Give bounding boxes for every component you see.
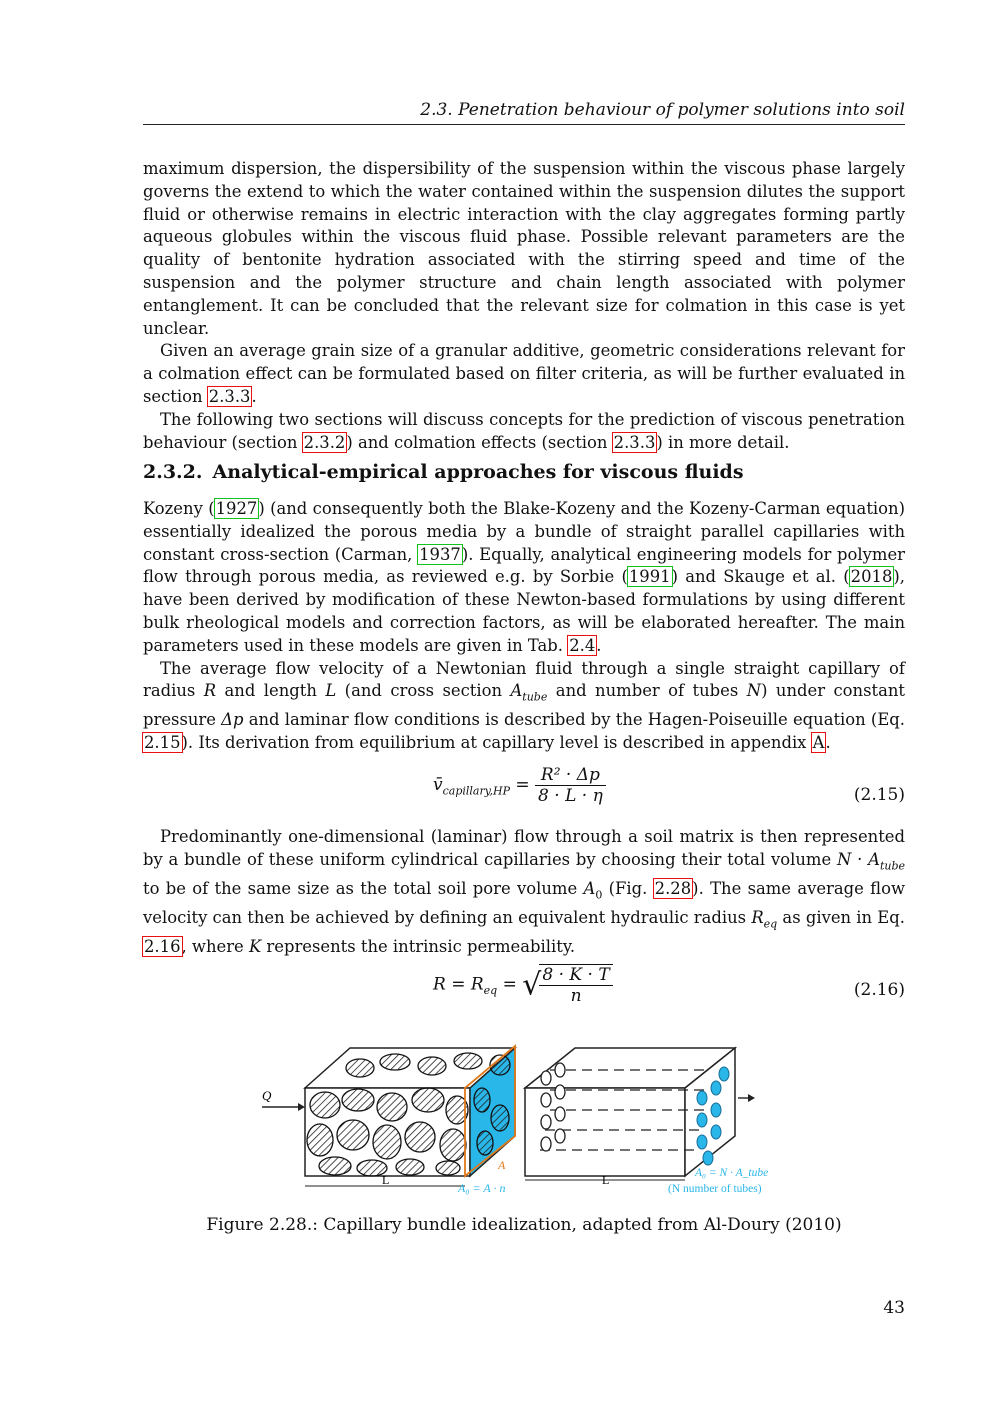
math-symbol: N — [746, 681, 762, 701]
text-span: ). Its derivation from equilibrium at capillary level is described in appendix — [181, 733, 812, 753]
paragraph — [143, 498, 905, 658]
capillary-block — [525, 1048, 735, 1176]
page-number: 43 — [883, 1298, 905, 1318]
soil-block — [305, 1046, 515, 1176]
figure-2-28 — [250, 1040, 790, 1210]
capillary-bundle-diagram — [250, 1040, 790, 1210]
equation-fraction — [535, 765, 606, 806]
text-span: . — [251, 386, 257, 406]
text-span: ) and Skauge et al. ( — [671, 567, 850, 587]
header-rule — [143, 124, 905, 125]
equation-lhs: R = R — [433, 974, 484, 995]
body-block-1 — [143, 158, 905, 454]
equation-lhs-subscript: capillary,HP — [442, 784, 510, 798]
text-span: represents the intrinsic permeability. — [261, 937, 576, 957]
math-subscript: tube — [879, 859, 906, 873]
section-ref-link[interactable]: 2.3.3 — [613, 432, 656, 452]
math-subscript: 0 — [595, 888, 603, 902]
text-span: as given in Eq. — [777, 907, 905, 927]
label-l-right: L — [602, 1173, 610, 1187]
citation-link[interactable]: 1937 — [419, 544, 461, 564]
text-span: Given an average grain size of a granular additive, geometric considerations relevant for a colmation effect can be formulated based on filter criteria, as will be further evaluated in section — [143, 341, 905, 406]
equation-body — [433, 964, 613, 1006]
text-span: ) under constant pressure — [143, 681, 905, 730]
text-span: . — [596, 635, 602, 655]
text-span: ). The same average flow velocity can then be achieved by defining an equivalent hydraulic radius — [143, 878, 905, 927]
equation-body — [433, 765, 606, 806]
math-symbol: A — [583, 878, 596, 898]
paragraph — [143, 826, 905, 959]
figure-caption: Figure 2.28.: Capillary bundle idealization, adapted from Al-Doury (2010) — [206, 1215, 842, 1235]
text-span: The following two sections will discuss concepts for the prediction of viscous penetration behaviour (section — [143, 409, 905, 452]
math-symbol: L — [325, 681, 337, 701]
label-n-tubes: (N number of tubes) — [668, 1183, 762, 1195]
text-span: , where — [181, 937, 249, 957]
arrow-head-icon — [748, 1094, 755, 1102]
equation-2-15 — [143, 765, 905, 825]
arrow-head-icon — [298, 1103, 305, 1111]
sqrt-icon: √ — [522, 967, 542, 1003]
label-q: Q — [262, 1088, 272, 1103]
text-span: . — [825, 733, 831, 753]
paragraph — [143, 658, 905, 755]
text-span: and number of tubes — [547, 681, 747, 701]
text-span: ) in more detail. — [656, 432, 790, 452]
equation-2-16 — [143, 960, 905, 1020]
text-span: ), have been derived by modification of these Newton-based formulations by using different bulk rheological models and correction factors, as will be elaborated hereafter. The main parameters used in these models are given in Tab. — [143, 567, 905, 655]
math-subscript: tube — [522, 690, 548, 704]
text-span: (Fig. — [602, 878, 654, 898]
equation-ref-link[interactable]: 2.16 — [144, 937, 181, 957]
equation-number: (2.15) — [853, 785, 905, 805]
math-subscript: eq — [763, 917, 778, 931]
math-symbol: N · A — [836, 849, 880, 869]
text-span: ) and colmation effects (section — [346, 432, 613, 452]
citation-link[interactable]: 1991 — [628, 567, 671, 587]
math-symbol: R — [751, 907, 764, 927]
paragraph — [143, 409, 905, 455]
section-ref-link[interactable]: 2.3.2 — [303, 432, 346, 452]
label-a0-tube: A₀ = N · A_tube — [695, 1167, 769, 1179]
text-span: and length — [216, 681, 326, 701]
equation-fraction — [539, 964, 612, 1006]
text-span: Predominantly one-dimensional (laminar) flow through a soil matrix is then represented by a bundle of these uniform cylindrical capillaries by choosing their total volume — [143, 827, 905, 869]
equation-lhs: v̄ — [433, 775, 443, 795]
equation-lhs-subscript: eq — [483, 983, 498, 997]
math-symbol: K — [248, 937, 262, 957]
equals-sign: = — [502, 974, 517, 995]
body-block-2 — [143, 498, 905, 755]
equation-number: (2.16) — [853, 980, 905, 1000]
text-span: Kozeny ( — [143, 499, 215, 518]
table-ref-link[interactable]: 2.4 — [569, 635, 596, 655]
label-a0: A₀ = A · n — [458, 1181, 506, 1195]
section-ref-link[interactable]: 2.3.3 — [208, 386, 251, 406]
citation-link[interactable]: 1927 — [215, 499, 258, 518]
equation-ref-link[interactable]: 2.15 — [144, 733, 181, 753]
text-span: The average flow velocity of a Newtonian fluid through a single straight capillary of radius — [143, 658, 905, 701]
text-span: to be of the same size as the total soil pore volume — [143, 878, 584, 898]
figure-ref-link[interactable]: 2.28 — [654, 878, 692, 898]
paragraph: maximum dispersion, the dispersibility of the suspension within the viscous phase largely governs the extend to which the water contained within the suspension dilutes the support fluid or otherwise remains in electric interaction with the clay aggregates forming partly aqueous globules within the viscous fluid phase. Possible relevant parameters are the quality of bentonite hydration associated with the stirring speed and time of the suspension and the polymer structure and chain length associated with polymer entanglement. It can be concluded that the relevant size for colmation in this case is yet unclear. — [143, 159, 905, 338]
running-header: 2.3. Penetration behaviour of polymer solutions into soil — [420, 100, 905, 120]
label-a: A — [498, 1158, 506, 1172]
citation-link[interactable]: 2018 — [850, 567, 893, 587]
section-title: Analytical-empirical approaches for viscous fluids — [212, 461, 744, 483]
appendix-ref-link[interactable]: A — [812, 733, 825, 753]
math-symbol: R — [203, 681, 217, 701]
section-number: 2.3.2. — [143, 461, 203, 483]
paragraph — [143, 340, 905, 408]
text-span: ). Equally, analytical engineering models for polymer flow through porous media, as reviewed e.g. by Sorbie ( — [143, 544, 906, 587]
math-symbol: A — [510, 681, 523, 701]
text-span: ) (and consequently both the Blake-Kozeny and the Kozeny-Carman equation) essentially idealized the porous media by a bundle of straight parallel capillaries with constant cross-section (Carman, — [143, 499, 905, 564]
fraction-denominator: n — [570, 986, 582, 1006]
fraction-numerator: R² · Δp — [535, 765, 606, 786]
section-heading — [143, 461, 744, 483]
text-span: and laminar flow conditions is described by the Hagen-Poiseuille equation (Eq. — [243, 710, 905, 730]
body-block-3 — [143, 826, 905, 959]
fraction-denominator: 8 · L · η — [538, 786, 603, 806]
equals-sign: = — [515, 775, 530, 795]
math-symbol: Δp — [221, 710, 244, 730]
label-l-left: L — [382, 1173, 390, 1187]
text-span: (and cross section — [336, 681, 511, 701]
fraction-numerator: 8 · K · T — [539, 965, 612, 986]
